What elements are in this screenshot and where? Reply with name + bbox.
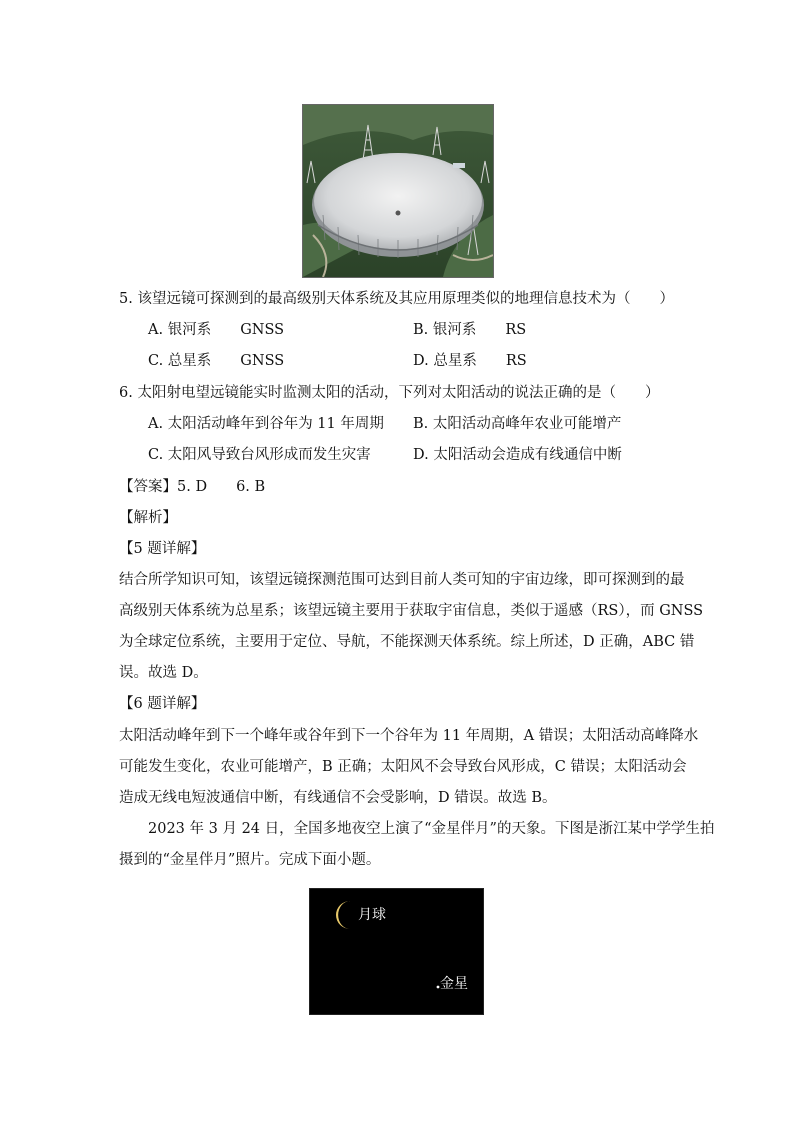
analysis-heading: 【解析】 — [119, 510, 177, 526]
q6-detail-line: 太阳活动峰年到下一个峰年或谷年到下一个谷年为 11 年周期，A 错误；太阳活动高峰降水 — [119, 728, 699, 744]
q6-detail-line: 造成无线电短波通信中断，有线通信不会受影响，D 错误。故选 B。 — [119, 790, 557, 806]
q6-option-a: A. 太阳活动峰年到谷年为 11 年周期 — [148, 416, 384, 432]
q5-detail-heading: 【5 题详解】 — [119, 541, 206, 557]
moon-label: 月球 — [358, 907, 386, 923]
q5-detail-line: 结合所学知识可知，该望远镜探测范围可达到目前人类可知的宇宙边缘，即可探测到的最 — [119, 572, 685, 588]
q5-option-d: D. 总星系 RS — [413, 353, 527, 369]
q5-detail-line: 为全球定位系统，主要用于定位、导航，不能探测天体系统。综上所述，D 正确，ABC 错 — [119, 634, 695, 650]
answer-line: 【答案】5. D 6. B — [119, 479, 266, 495]
q6-detail-line: 可能发生变化，农业可能增产，B 正确；太阳风不会导致台风形成，C 错误；太阳活动会 — [119, 759, 687, 775]
venus-moon-photo — [309, 888, 484, 1015]
q6-option-c: C. 太阳风导致台风形成而发生灾害 — [148, 447, 371, 463]
q6-option-d: D. 太阳活动会造成有线通信中断 — [413, 447, 622, 463]
question-5-stem: 5. 该望远镜可探测到的最高级别天体系统及其应用原理类似的地理信息技术为（ ） — [119, 291, 674, 307]
intro-line: 摄到的“金星伴月”照片。完成下面小题。 — [119, 852, 381, 868]
q5-detail-line: 高级别天体系统为总星系；该望远镜主要用于获取宇宙信息，类似于遥感（RS），而 GNSS — [119, 603, 704, 619]
venus-label: 金星 — [440, 976, 468, 992]
q6-detail-heading: 【6 题详解】 — [119, 696, 206, 712]
intro-line: 2023 年 3 月 24 日，全国多地夜空上演了“金星伴月”的天象。下图是浙江某中学学生拍 — [119, 821, 715, 837]
telescope-illustration — [303, 105, 493, 277]
q5-option-b: B. 银河系 RS — [413, 322, 527, 338]
q5-option-c: C. 总星系 GNSS — [148, 353, 285, 369]
question-6-stem: 6. 太阳射电望远镜能实时监测太阳的活动，下列对太阳活动的说法正确的是（ ） — [119, 385, 660, 401]
q6-option-b: B. 太阳活动高峰年农业可能增产 — [413, 416, 622, 432]
telescope-photo — [302, 104, 494, 278]
q5-detail-line: 误。故选 D。 — [119, 665, 208, 681]
q5-option-a: A. 银河系 GNSS — [148, 322, 285, 338]
crescent-moon-icon — [310, 889, 483, 1014]
